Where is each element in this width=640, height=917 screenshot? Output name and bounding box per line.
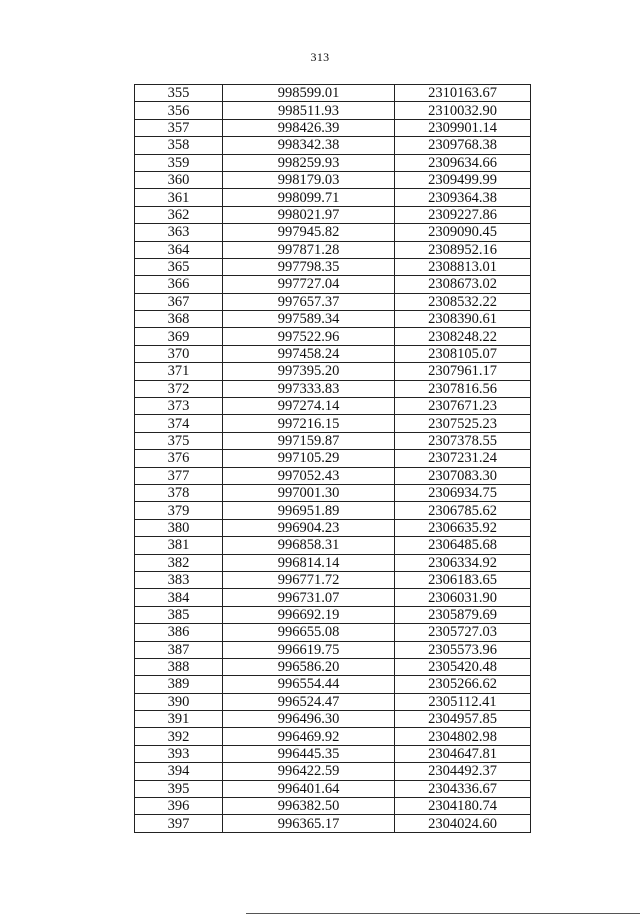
x-coordinate-cell: 996904.23 [223,519,395,536]
point-number-cell: 390 [135,693,223,710]
point-number-cell: 375 [135,432,223,449]
table-row [135,119,531,136]
table-row [135,85,531,102]
page-edge-line [246,913,640,914]
table-row [135,658,531,675]
x-coordinate-cell: 996422.59 [223,763,395,780]
y-coordinate-cell: 2308105.07 [395,345,531,362]
table-row [135,293,531,310]
table-row [135,641,531,658]
point-number-cell: 376 [135,450,223,467]
y-coordinate-cell: 2309227.86 [395,206,531,223]
point-number-cell: 370 [135,345,223,362]
y-coordinate-cell: 2308673.02 [395,276,531,293]
table-row [135,606,531,623]
y-coordinate-cell: 2306031.90 [395,589,531,606]
table-row [135,502,531,519]
point-number-cell: 362 [135,206,223,223]
x-coordinate-cell: 997395.20 [223,363,395,380]
y-coordinate-cell: 2307525.23 [395,415,531,432]
table-row [135,519,531,536]
point-number-cell: 374 [135,415,223,432]
y-coordinate-cell: 2305727.03 [395,624,531,641]
point-number-cell: 377 [135,467,223,484]
table-row [135,380,531,397]
y-coordinate-cell: 2308248.22 [395,328,531,345]
table-row [135,206,531,223]
table-row [135,745,531,762]
point-number-cell: 368 [135,311,223,328]
x-coordinate-cell: 996524.47 [223,693,395,710]
y-coordinate-cell: 2307961.17 [395,363,531,380]
table-row [135,276,531,293]
table-row [135,763,531,780]
point-number-cell: 363 [135,224,223,241]
point-number-cell: 382 [135,554,223,571]
table-row [135,554,531,571]
point-number-cell: 359 [135,154,223,171]
table-row [135,693,531,710]
x-coordinate-cell: 997945.82 [223,224,395,241]
point-number-cell: 365 [135,258,223,275]
y-coordinate-cell: 2308390.61 [395,311,531,328]
y-coordinate-cell: 2305573.96 [395,641,531,658]
table-row [135,676,531,693]
table-row [135,154,531,171]
table-row [135,398,531,415]
point-number-cell: 393 [135,745,223,762]
point-number-cell: 396 [135,798,223,815]
y-coordinate-cell: 2304180.74 [395,798,531,815]
point-number-cell: 389 [135,676,223,693]
point-number-cell: 387 [135,641,223,658]
x-coordinate-cell: 997657.37 [223,293,395,310]
point-number-cell: 395 [135,780,223,797]
table-row [135,258,531,275]
point-number-cell: 379 [135,502,223,519]
y-coordinate-cell: 2306485.68 [395,537,531,554]
point-number-cell: 380 [135,519,223,536]
point-number-cell: 360 [135,171,223,188]
x-coordinate-cell: 996586.20 [223,658,395,675]
x-coordinate-cell: 996771.72 [223,571,395,588]
y-coordinate-cell: 2304492.37 [395,763,531,780]
y-coordinate-cell: 2306785.62 [395,502,531,519]
x-coordinate-cell: 998511.93 [223,102,395,119]
x-coordinate-cell: 998342.38 [223,137,395,154]
y-coordinate-cell: 2305879.69 [395,606,531,623]
y-coordinate-cell: 2308952.16 [395,241,531,258]
y-coordinate-cell: 2304802.98 [395,728,531,745]
x-coordinate-cell: 996496.30 [223,711,395,728]
x-coordinate-cell: 996692.19 [223,606,395,623]
table-row [135,345,531,362]
table-row [135,711,531,728]
table-row [135,432,531,449]
x-coordinate-cell: 996365.17 [223,815,395,832]
table-row [135,171,531,188]
x-coordinate-cell: 998259.93 [223,154,395,171]
y-coordinate-cell: 2305266.62 [395,676,531,693]
table-row [135,815,531,832]
point-number-cell: 367 [135,293,223,310]
point-number-cell: 394 [135,763,223,780]
y-coordinate-cell: 2309634.66 [395,154,531,171]
x-coordinate-cell: 998099.71 [223,189,395,206]
table-row [135,780,531,797]
table-row [135,415,531,432]
x-coordinate-cell: 996554.44 [223,676,395,693]
x-coordinate-cell: 996382.50 [223,798,395,815]
point-number-cell: 384 [135,589,223,606]
table-row [135,328,531,345]
y-coordinate-cell: 2306183.65 [395,571,531,588]
point-number-cell: 388 [135,658,223,675]
x-coordinate-cell: 997798.35 [223,258,395,275]
table-row [135,189,531,206]
x-coordinate-cell: 997216.15 [223,415,395,432]
y-coordinate-cell: 2307378.55 [395,432,531,449]
y-coordinate-cell: 2308532.22 [395,293,531,310]
table-row [135,241,531,258]
point-number-cell: 369 [135,328,223,345]
point-number-cell: 383 [135,571,223,588]
table-row [135,137,531,154]
y-coordinate-cell: 2310163.67 [395,85,531,102]
point-number-cell: 372 [135,380,223,397]
y-coordinate-cell: 2306934.75 [395,484,531,501]
x-coordinate-cell: 997522.96 [223,328,395,345]
y-coordinate-cell: 2307231.24 [395,450,531,467]
y-coordinate-cell: 2309768.38 [395,137,531,154]
table-row [135,537,531,554]
x-coordinate-cell: 996445.35 [223,745,395,762]
x-coordinate-cell: 997052.43 [223,467,395,484]
y-coordinate-cell: 2309901.14 [395,119,531,136]
y-coordinate-cell: 2306635.92 [395,519,531,536]
x-coordinate-cell: 998021.97 [223,206,395,223]
y-coordinate-cell: 2305420.48 [395,658,531,675]
y-coordinate-cell: 2308813.01 [395,258,531,275]
point-number-cell: 385 [135,606,223,623]
point-number-cell: 355 [135,85,223,102]
point-number-cell: 391 [135,711,223,728]
y-coordinate-cell: 2305112.41 [395,693,531,710]
point-number-cell: 364 [135,241,223,258]
y-coordinate-cell: 2304024.60 [395,815,531,832]
table-row [135,102,531,119]
y-coordinate-cell: 2309499.99 [395,171,531,188]
x-coordinate-cell: 997333.83 [223,380,395,397]
y-coordinate-cell: 2306334.92 [395,554,531,571]
x-coordinate-cell: 997001.30 [223,484,395,501]
point-number-cell: 373 [135,398,223,415]
x-coordinate-cell: 996951.89 [223,502,395,519]
x-coordinate-cell: 996858.31 [223,537,395,554]
point-number-cell: 392 [135,728,223,745]
coordinate-table-body [135,85,531,833]
y-coordinate-cell: 2310032.90 [395,102,531,119]
y-coordinate-cell: 2309090.45 [395,224,531,241]
x-coordinate-cell: 996814.14 [223,554,395,571]
x-coordinate-cell: 998426.39 [223,119,395,136]
point-number-cell: 381 [135,537,223,554]
x-coordinate-cell: 996619.75 [223,641,395,658]
coordinate-table [134,84,531,833]
table-row [135,728,531,745]
point-number-cell: 378 [135,484,223,501]
page-number: 313 [310,50,330,64]
x-coordinate-cell: 996469.92 [223,728,395,745]
x-coordinate-cell: 996731.07 [223,589,395,606]
x-coordinate-cell: 997105.29 [223,450,395,467]
table-row [135,467,531,484]
table-row [135,224,531,241]
x-coordinate-cell: 997458.24 [223,345,395,362]
y-coordinate-cell: 2304336.67 [395,780,531,797]
table-row [135,624,531,641]
x-coordinate-cell: 997589.34 [223,311,395,328]
point-number-cell: 356 [135,102,223,119]
table-row [135,450,531,467]
table-row [135,363,531,380]
point-number-cell: 371 [135,363,223,380]
point-number-cell: 358 [135,137,223,154]
y-coordinate-cell: 2304647.81 [395,745,531,762]
x-coordinate-cell: 996655.08 [223,624,395,641]
y-coordinate-cell: 2304957.85 [395,711,531,728]
x-coordinate-cell: 997159.87 [223,432,395,449]
x-coordinate-cell: 997274.14 [223,398,395,415]
x-coordinate-cell: 998179.03 [223,171,395,188]
x-coordinate-cell: 998599.01 [223,85,395,102]
y-coordinate-cell: 2307083.30 [395,467,531,484]
x-coordinate-cell: 997871.28 [223,241,395,258]
table-row [135,311,531,328]
y-coordinate-cell: 2307816.56 [395,380,531,397]
x-coordinate-cell: 996401.64 [223,780,395,797]
table-row [135,571,531,588]
point-number-cell: 357 [135,119,223,136]
y-coordinate-cell: 2307671.23 [395,398,531,415]
table-row [135,484,531,501]
point-number-cell: 386 [135,624,223,641]
table-row [135,589,531,606]
y-coordinate-cell: 2309364.38 [395,189,531,206]
point-number-cell: 361 [135,189,223,206]
point-number-cell: 366 [135,276,223,293]
point-number-cell: 397 [135,815,223,832]
table-row [135,798,531,815]
x-coordinate-cell: 997727.04 [223,276,395,293]
